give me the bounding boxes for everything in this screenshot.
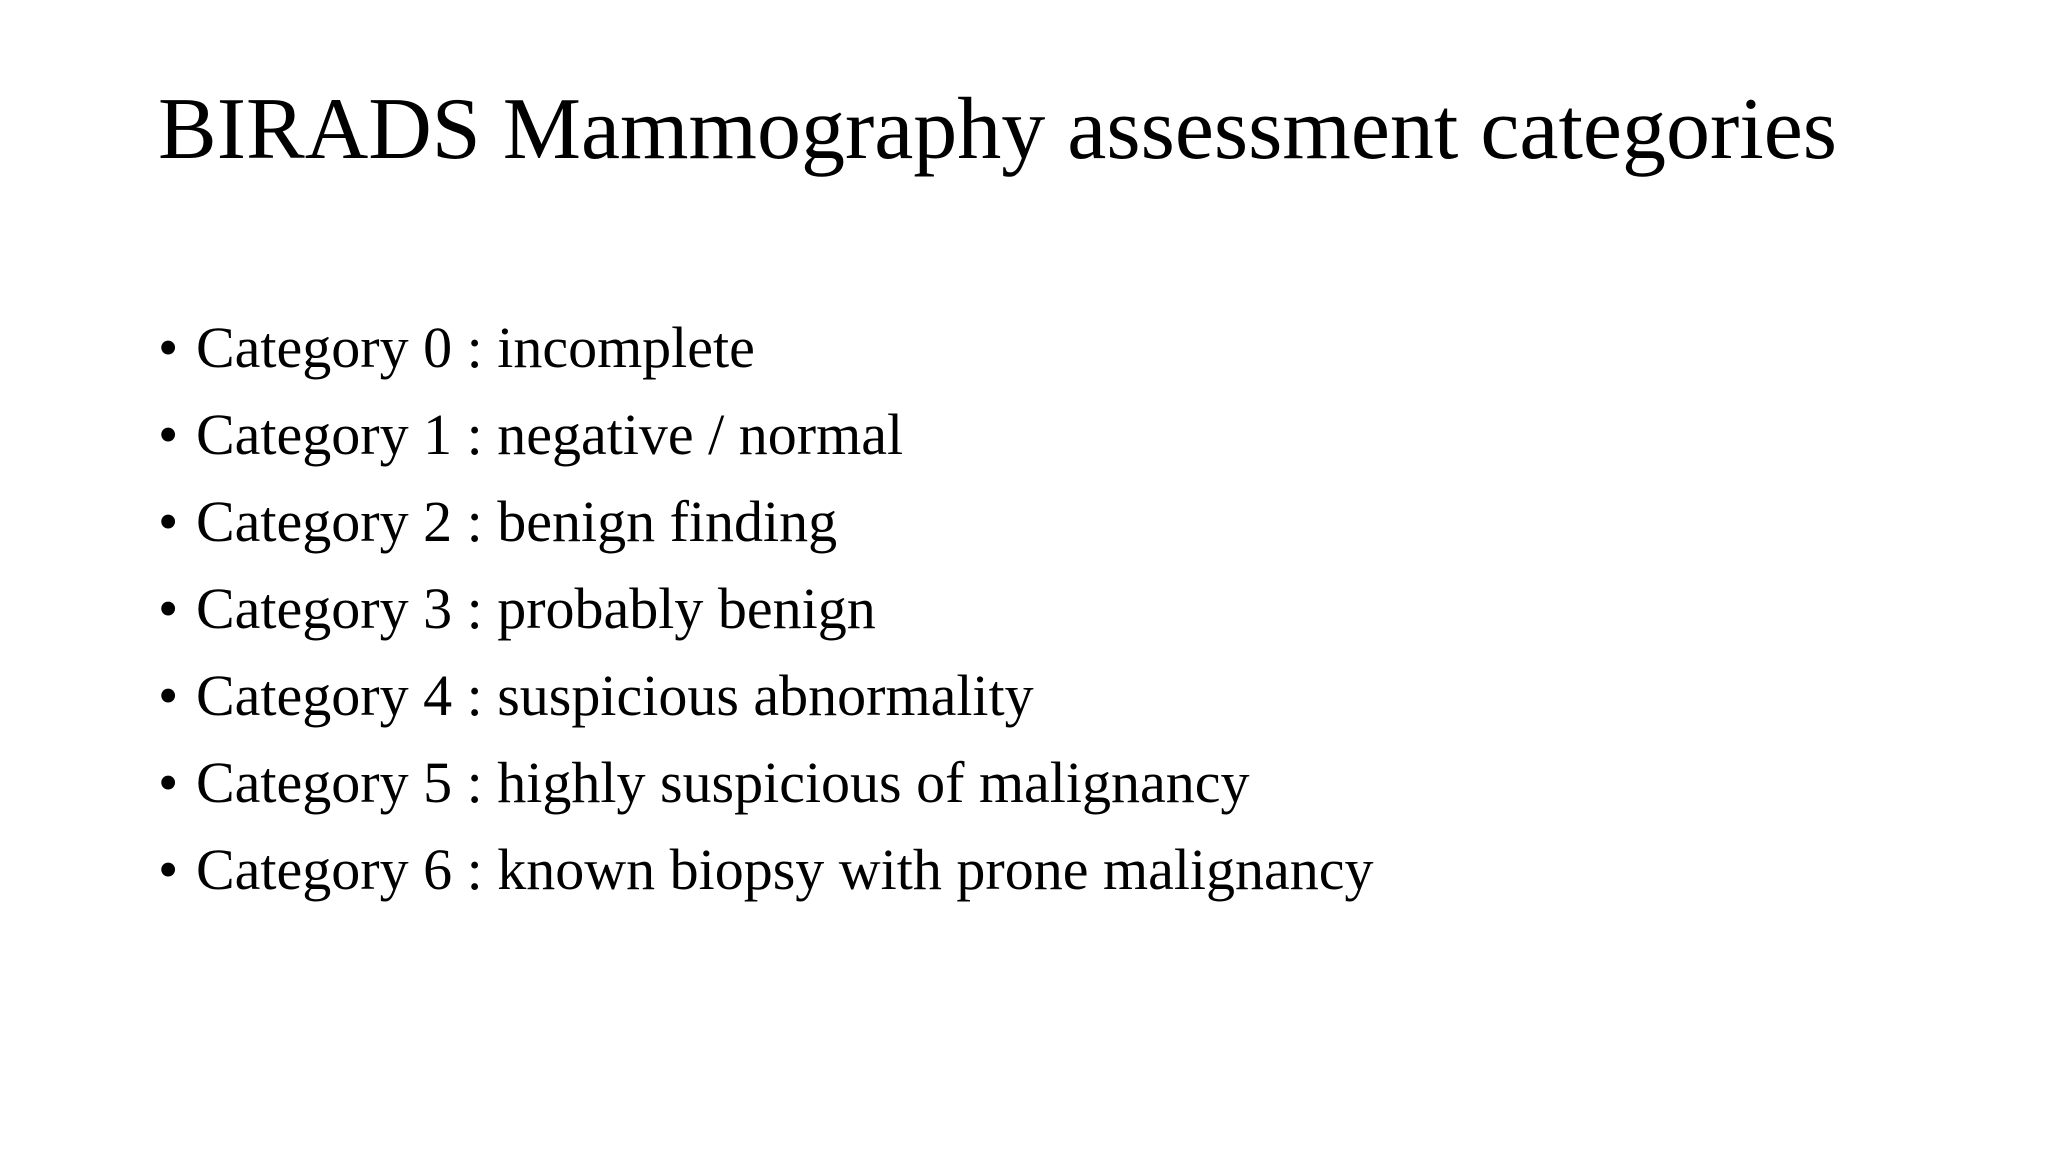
bullet-icon: • bbox=[158, 315, 179, 380]
bullet-list bbox=[158, 304, 1918, 913]
list-item-text: Category 3 : probably benign bbox=[196, 576, 876, 641]
list-item bbox=[158, 478, 1918, 565]
list-item-text: Category 4 : suspicious abnormality bbox=[196, 663, 1034, 728]
list-item-text: Category 6 : known biopsy with prone malignancy bbox=[196, 837, 1374, 902]
list-item-text: Category 0 : incomplete bbox=[196, 315, 755, 380]
bullet-icon: • bbox=[158, 576, 179, 641]
list-item bbox=[158, 739, 1918, 826]
list-item bbox=[158, 565, 1918, 652]
bullet-icon: • bbox=[158, 663, 179, 728]
slide-title: BIRADS Mammography assessment categories bbox=[158, 81, 1838, 178]
bullet-icon: • bbox=[158, 402, 179, 467]
list-item bbox=[158, 391, 1918, 478]
list-item-text: Category 5 : highly suspicious of malignancy bbox=[196, 750, 1250, 815]
bullet-icon: • bbox=[158, 837, 179, 902]
list-item-text: Category 2 : benign finding bbox=[196, 489, 838, 554]
bullet-icon: • bbox=[158, 489, 179, 554]
list-item bbox=[158, 652, 1918, 739]
bullet-icon: • bbox=[158, 750, 179, 815]
list-item-text: Category 1 : negative / normal bbox=[196, 402, 904, 467]
list-item bbox=[158, 304, 1918, 391]
list-item bbox=[158, 826, 1918, 913]
